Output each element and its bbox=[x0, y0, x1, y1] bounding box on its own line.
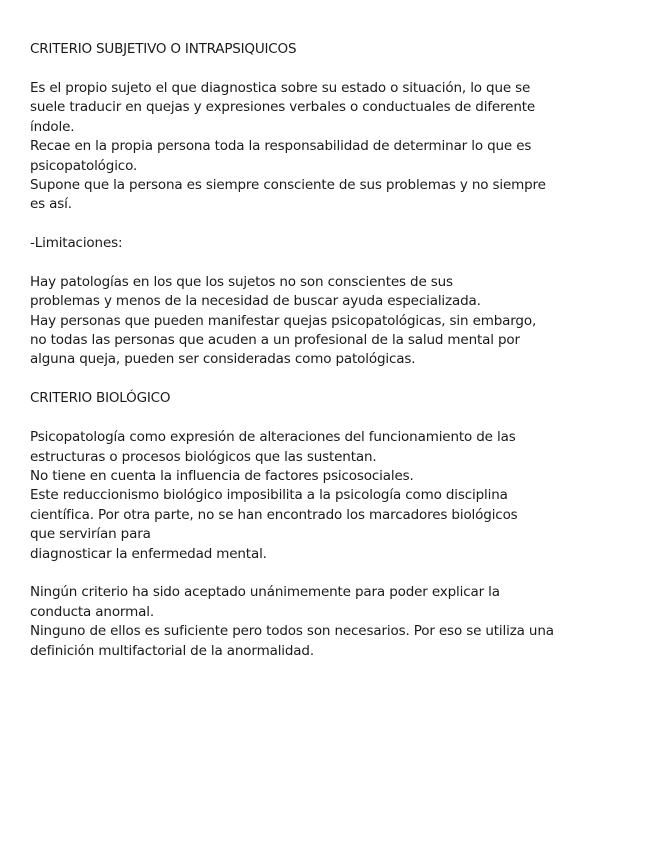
text-line: Ninguno de ellos es suficiente pero todos son necesarios. Por eso se utiliza una bbox=[30, 623, 554, 640]
conclusion-paragraph bbox=[30, 583, 630, 661]
text-line: es así. bbox=[30, 196, 72, 213]
text-line: Supone que la persona es siempre consciente de sus problemas y no siempre bbox=[30, 176, 546, 193]
text-line: no todas las personas que acuden a un profesional de la salud mental por bbox=[30, 332, 520, 349]
text-line: índole. bbox=[30, 118, 75, 135]
text-line: Es el propio sujeto el que diagnostica sobre su estado o situación, lo que se bbox=[30, 80, 531, 96]
text-line: No tiene en cuenta la influencia de factores psicosociales. bbox=[30, 468, 414, 485]
limitations-label: -Limitaciones: bbox=[30, 235, 123, 252]
text-line: Hay patologías en los que los sujetos no son conscientes de sus bbox=[30, 273, 453, 290]
text-line: diagnosticar la enfermedad mental. bbox=[30, 545, 267, 562]
document-page bbox=[30, 40, 630, 661]
text-line: Hay personas que pueden manifestar quejas psicopatológicas, sin embargo, bbox=[30, 312, 537, 329]
section-title-subjective: CRITERIO SUBJETIVO O INTRAPSIQUICOS bbox=[30, 41, 297, 57]
text-line: problemas y menos de la necesidad de buscar ayuda especializada. bbox=[30, 293, 481, 310]
biological-paragraph bbox=[30, 428, 630, 564]
text-line: definición multifactorial de la anormalidad. bbox=[30, 642, 314, 659]
text-line: que servirían para bbox=[30, 526, 151, 543]
text-line: Este reduccionismo biológico imposibilita a la psicología como disciplina bbox=[30, 487, 508, 504]
text-line: Recae en la propia persona toda la responsabilidad de determinar lo que es bbox=[30, 138, 532, 155]
text-line: científica. Por otra parte, no se han encontrado los marcadores biológicos bbox=[30, 506, 518, 523]
text-line: suele traducir en quejas y expresiones verbales o conductuales de diferente bbox=[30, 99, 536, 116]
limitations-paragraph bbox=[30, 273, 630, 370]
subjective-paragraph bbox=[30, 79, 630, 215]
text-line: Ningún criterio ha sido aceptado unánimemente para poder explicar la bbox=[30, 584, 500, 601]
text-line: Psicopatología como expresión de alteraciones del funcionamiento de las bbox=[30, 429, 516, 446]
text-line: estructuras o procesos biológicos que las sustentan. bbox=[30, 448, 377, 465]
section-title-biological: CRITERIO BIOLÓGICO bbox=[30, 390, 171, 407]
text-line: alguna queja, pueden ser consideradas como patológicas. bbox=[30, 351, 416, 368]
text-line: conducta anormal. bbox=[30, 603, 154, 620]
text-line: psicopatológico. bbox=[30, 157, 138, 174]
